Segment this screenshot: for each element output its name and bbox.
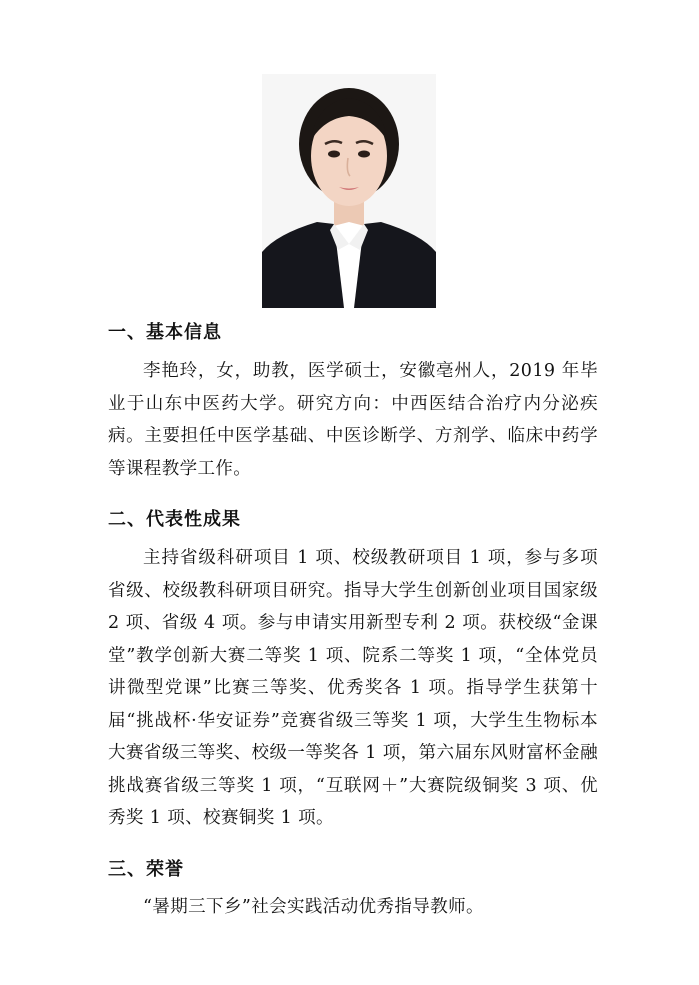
section-heading-basic-info: 一、基本信息 <box>108 322 222 343</box>
section-heading-honors: 三、荣誉 <box>108 859 184 880</box>
honors-paragraph: “暑期三下乡”社会实践活动优秀指导教师。 <box>143 897 484 917</box>
basic-info-paragraph: 李艳玲，女，助教，医学硕士，安徽亳州人，2019 年毕业于山东中医药大学。研究方向：中西医结合治疗内分泌疾病。主要担任中医学基础、中医诊断学、方剂学、临床中药学等课程教学工作。 <box>108 361 598 479</box>
portrait-photo <box>262 74 436 308</box>
achievements-paragraph: 主持省级科研项目 1 项、校级教研项目 1 项，参与多项省级、校级教科研项目研究。指导大学生创新创业项目国家级 2 项、省级 4 项。参与申请实用新型专利 2 项。获校级“金课堂”教学创新大赛二等奖 1 项、院系二等奖 1 项，“全体党员讲微型党课”比赛三等奖、优秀奖各 1 项。指导学生获第十届“挑战杯·华安证券”竞赛省级三等奖 1 项，大学生生物标本大赛省级三等奖、校级一等奖各 1 项，第六届东风财富杯金融挑战赛省级三等奖 1 项，“互联网＋”大赛院级铜奖 3 项、优秀奖 1 项、校赛铜奖 1 项。 <box>108 548 598 828</box>
section-heading-achievements: 二、代表性成果 <box>108 509 241 530</box>
